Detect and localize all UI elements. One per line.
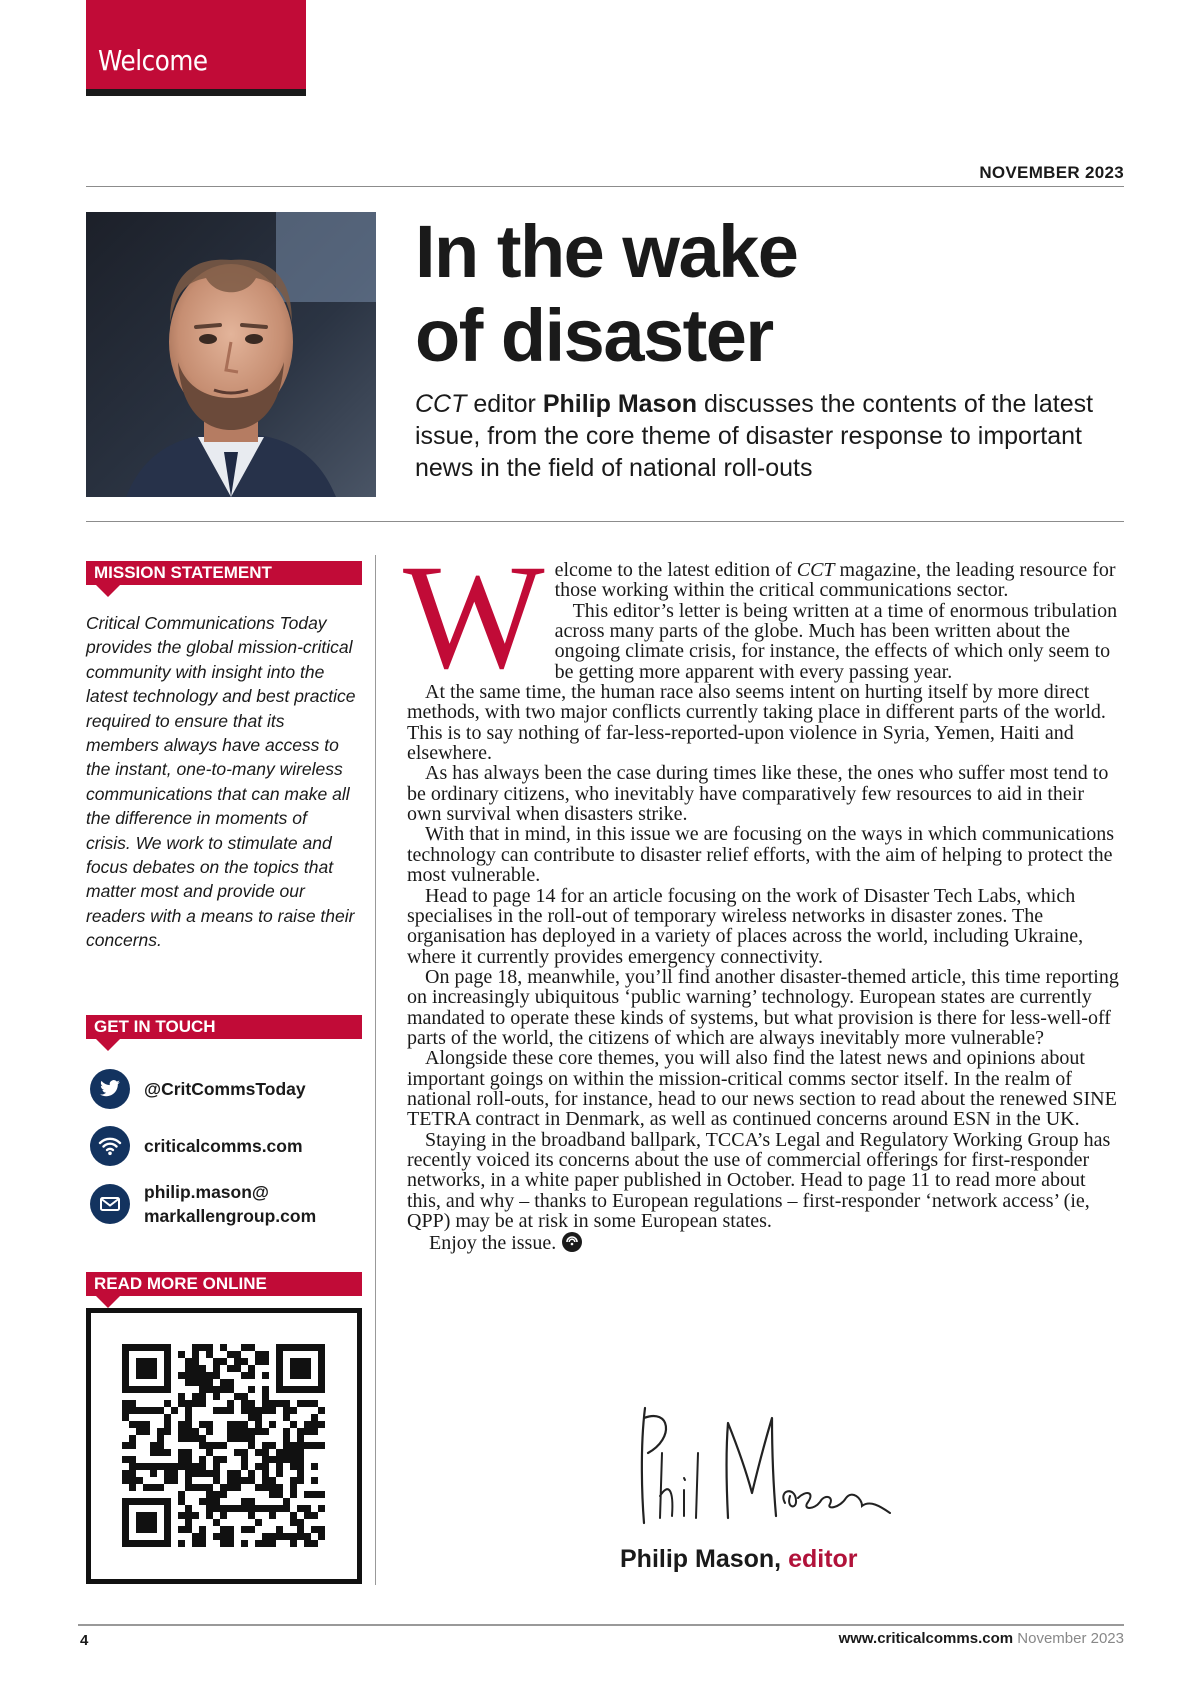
article-paragraph: As has always been the case during times like these, the ones who suffer most tend to be ordinary citizens, who inevitably have comparatively few resources to aid in their own survival when disasters strike. [407, 762, 1109, 826]
article-magazine-name: CCT [796, 559, 835, 581]
article-paragraph: This editor’s letter is being written at a time of enormous tribulation across many parts of the globe. Much has been written about the ongoing climate crisis, for instance, the effects of which only seem to be getting more apparent with every passing year. [554, 599, 1118, 683]
footer-month: November 2023 [1017, 1630, 1124, 1647]
heading-notch [96, 585, 120, 597]
signoff-name: Philip Mason, [620, 1545, 782, 1573]
heading-notch [96, 1039, 120, 1051]
headline [415, 210, 1135, 378]
headline-line-2: of disaster [415, 294, 773, 377]
page-number: 4 [80, 1632, 89, 1649]
article-body [403, 534, 1120, 1255]
mission-statement-text: Critical Communications Today provides the global mission-critical community with insight into the latest technology and best practice required to ensure that its members always have access to the instant, one-to-many wireless communications that can make all the difference in moments of crisis. We work to stimulate and focus debates on the topics that matter most and provide our readers with a means to raise their concerns. [86, 613, 356, 951]
article-paragraph: Alongside these core themes, you will also find the latest news and opinions about important goings on within the mission-critical comms sector itself. In the realm of national roll-outs, for instance, head to our news section to read about the renewed SINE TETRA contract in Denmark, as well as continued concerns around ESN in the UK. [407, 1047, 1117, 1131]
email-line-1: philip.mason@ [144, 1182, 269, 1202]
issue-date: NOVEMBER 2023 [979, 163, 1124, 182]
get-in-touch-heading [86, 1015, 362, 1039]
standfirst-rest: discusses the contents of the latest issue, from the core theme of disaster response to important news in the field of national roll-outs [415, 390, 1094, 482]
signoff [620, 1545, 858, 1574]
signoff-role: editor [788, 1545, 858, 1573]
article-paragraph: At the same time, the human race also seems intent on hurting itself by more direct methods, with two major conflicts currently taking place in different parts of the world. This is to say nothing of far-less-reported-upon violence in Syria, Yemen, Haiti and elsewhere. [407, 681, 1106, 765]
email-line-2: markallengroup.com [144, 1206, 317, 1226]
headline-line-1: In the wake [415, 210, 798, 293]
standfirst-magazine: CCT [415, 390, 467, 418]
contact-email[interactable] [90, 1180, 370, 1228]
read-more-label: READ MORE ONLINE [94, 1274, 267, 1293]
column-divider [375, 555, 376, 1585]
editor-signature [600, 1378, 900, 1558]
contact-twitter[interactable] [90, 1069, 370, 1109]
mission-statement-heading [86, 561, 362, 585]
footer-rule [78, 1624, 1124, 1626]
standfirst [415, 388, 1115, 484]
qr-code-image [91, 1313, 357, 1579]
section-tab-label: Welcome [98, 44, 208, 77]
article-paragraph: Staying in the broadband ballpark, TCCA’s Legal and Regulatory Working Group has recently voiced its concerns about the use of commercial offerings for first-responder networks, in a white paper published in October. Head to page 11 to read more about this, and why – thanks to European regulations – first-responder ‘network access’ (ie, QPP) may be at risk in some European states. [407, 1128, 1111, 1232]
website-link: criticalcomms.com [144, 1136, 303, 1156]
twitter-icon [90, 1069, 130, 1109]
email-address [144, 1180, 316, 1228]
article-paragraph: Head to page 14 for an article focusing on the work of Disaster Tech Labs, which specialises in the roll-out of temporary wireless networks in disaster zones. The organisation has deployed in a variety of places across the world, including Ukraine, where it currently provides emergency connectivity. [407, 884, 1084, 968]
footer-credit [839, 1630, 1124, 1647]
get-in-touch-label: GET IN TOUCH [94, 1017, 216, 1036]
article-lead: elcome to the latest edition of [554, 559, 797, 581]
editor-portrait [86, 212, 376, 497]
standfirst-editor-name: Philip Mason [542, 390, 698, 418]
wifi-icon [90, 1126, 130, 1166]
qr-code[interactable] [86, 1308, 362, 1584]
header-rule [86, 186, 1124, 187]
article-paragraph: With that in mind, in this issue we are focusing on the ways in which communications technology can contribute to disaster relief efforts, with the aim of helping to protect the most vulnerable. [407, 823, 1115, 887]
intro-rule [86, 521, 1124, 522]
heading-notch [96, 1296, 120, 1308]
closing-line: Enjoy the issue. [429, 1232, 557, 1255]
article-closing [407, 1231, 1120, 1253]
end-mark-icon [561, 1231, 583, 1253]
mail-icon [90, 1184, 130, 1224]
footer-website[interactable]: www.criticalcomms.com [838, 1630, 1014, 1647]
section-tab [86, 0, 306, 96]
mission-heading-label: MISSION STATEMENT [94, 563, 272, 582]
twitter-handle: @CritCommsToday [144, 1079, 306, 1099]
article-paragraph: On page 18, meanwhile, you’ll find another disaster-themed article, this time reporting on increasingly ubiquitous ‘public warning’ technology. European states are currently mandated to operate these kinds of systems, but what provision is there for less-well-off parts of the world, the citizens of which are always inevitably more vulnerable? [407, 965, 1119, 1049]
article-lead-rest: magazine, the leading resource for those working within the critical communications sector. [554, 559, 1116, 602]
drop-cap: W [403, 534, 545, 700]
read-more-heading [86, 1272, 362, 1296]
contact-website[interactable] [90, 1126, 370, 1166]
standfirst-pre: editor [466, 390, 543, 418]
